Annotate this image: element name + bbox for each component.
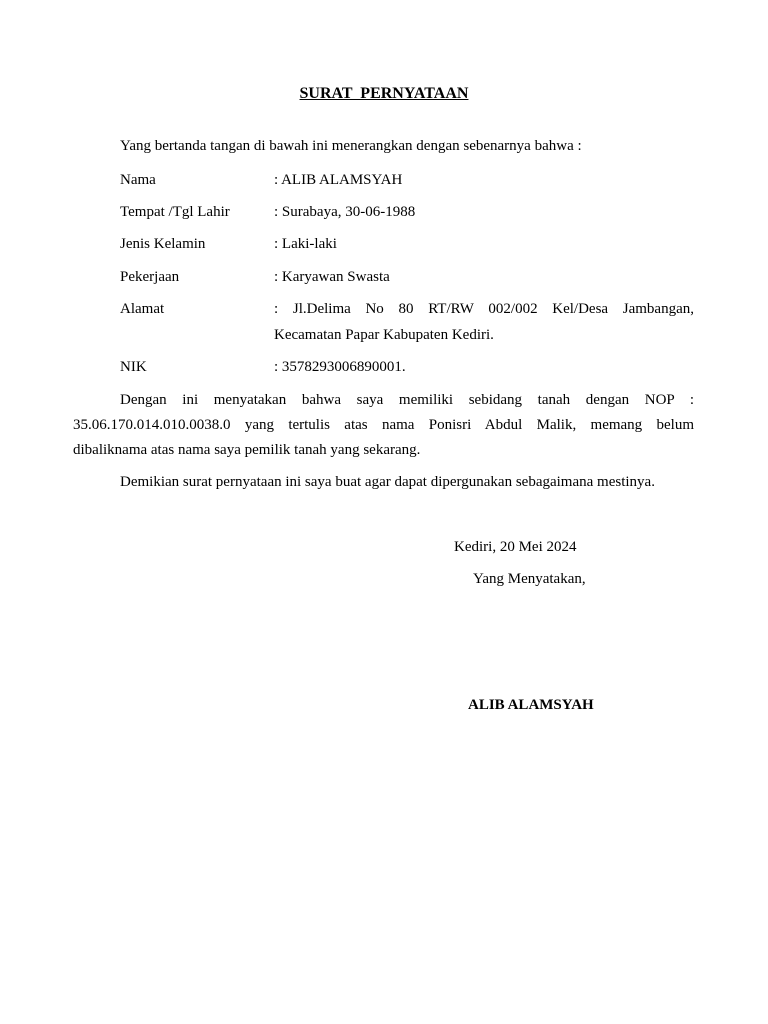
statement-line-3: dibaliknama atas nama saya pemilik tanah yang sekarang. [73, 442, 421, 458]
field-value-jenis-kelamin: : Laki-laki [274, 236, 337, 252]
document-title: SURAT PERNYATAAN [299, 85, 469, 102]
field-label-nama: Nama [120, 172, 156, 188]
field-value-nama: : ALIB ALAMSYAH [274, 172, 403, 188]
field-value-nik: : 3578293006890001. [274, 359, 406, 375]
signatory-role: Yang Menyatakan, [473, 571, 586, 587]
field-value-tempat-tgl-lahir: : Surabaya, 30-06-1988 [274, 204, 416, 220]
place-date: Kediri, 20 Mei 2024 [454, 539, 577, 555]
field-value-alamat-line1: : Jl.Delima No 80 RT/RW 002/002 Kel/Desa Jambangan, [274, 301, 694, 317]
statement-line-1: Dengan ini menyatakan bahwa saya memiliki sebidang tanah dengan NOP : [120, 392, 694, 408]
field-label-pekerjaan: Pekerjaan [120, 269, 180, 285]
field-label-nik: NIK [120, 359, 147, 375]
field-label-tempat-tgl-lahir: Tempat /Tgl Lahir [120, 204, 230, 220]
closing-text: Demikian surat pernyataan ini saya buat agar dapat dipergunakan sebagaimana mestinya. [120, 474, 655, 490]
field-label-jenis-kelamin: Jenis Kelamin [120, 236, 206, 252]
field-label-alamat: Alamat [120, 301, 165, 317]
statement-line-2: 35.06.170.014.010.0038.0 yang tertulis atas nama Ponisri Abdul Malik, memang belum [73, 417, 694, 433]
intro-text: Yang bertanda tangan di bawah ini menerangkan dengan sebenarnya bahwa : [120, 138, 582, 154]
field-value-pekerjaan: : Karyawan Swasta [274, 269, 390, 285]
signatory-name: ALIB ALAMSYAH [468, 697, 594, 713]
field-value-alamat-line2: Kecamatan Papar Kabupaten Kediri. [274, 327, 494, 343]
